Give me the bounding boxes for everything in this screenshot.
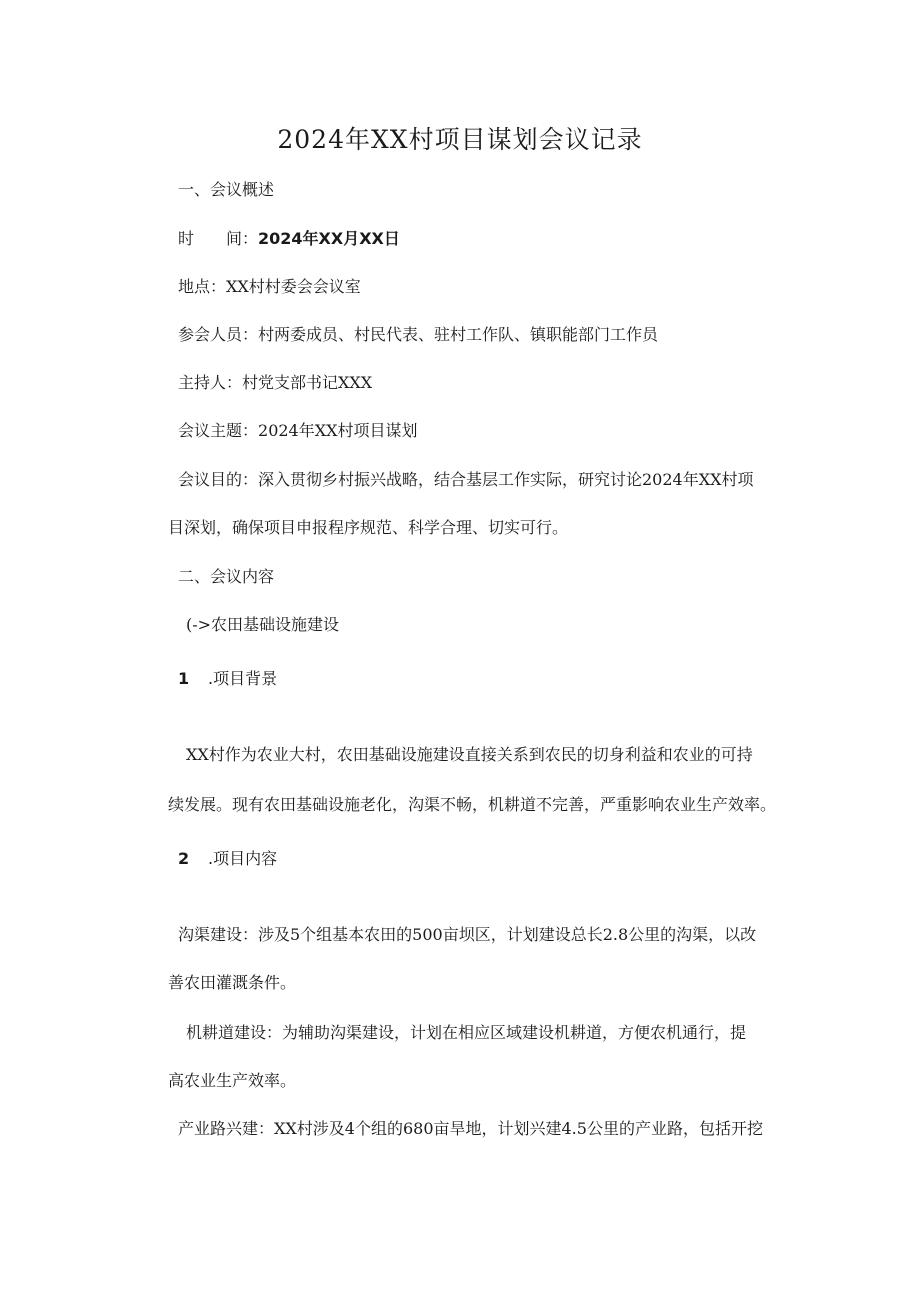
road-line2: 高农业生产效率。: [168, 1071, 297, 1090]
time-label: 时 间：: [178, 229, 259, 248]
section-heading-overview: 一、会议概述: [178, 180, 275, 199]
meeting-time: [178, 226, 400, 249]
item-content-heading: [178, 846, 277, 869]
item-number: 2: [178, 849, 190, 868]
background-line1: XX村作为农业大村，农田基础设施建设直接关系到农民的切身利益和农业的可持: [186, 745, 753, 764]
meeting-theme: [178, 418, 418, 441]
host-label: 主持人：: [178, 373, 243, 392]
host-value: 村党支部书记XXX: [242, 373, 373, 392]
meeting-purpose-line2: 目深划，确保项目申报程序规范、科学合理、切实可行。: [168, 518, 569, 537]
item-background-heading: [178, 666, 277, 689]
attendees-label: 参会人员：: [178, 325, 259, 344]
ditch-line2: 善农田灌溉条件。: [168, 973, 297, 992]
road-line1: 机耕道建设：为辅助沟渠建设，计划在相应区域建设机耕道，方便农机通行，提: [186, 1023, 747, 1042]
item-title: .项目内容: [208, 849, 278, 868]
theme-value: 2024年XX村项目谋划: [258, 421, 418, 440]
place-label: 地点：: [178, 277, 227, 296]
meeting-attendees: [178, 322, 658, 345]
industry-road-line1: 产业路兴建：XX村涉及4个组的680亩旱地，计划兴建4.5公里的产业路，包括开挖: [178, 1119, 763, 1138]
item-number: 1: [178, 669, 190, 688]
theme-label: 会议主题：: [178, 421, 259, 440]
time-value: 2024年XX月XX日: [258, 229, 400, 248]
document-title: 2024年XX村项目谋划会议记录: [277, 125, 643, 154]
item-title: .项目背景: [208, 669, 278, 688]
ditch-line1: 沟渠建设：涉及5个组基本农田的500亩坝区，计划建设总长2.8公里的沟渠，以改: [178, 925, 757, 944]
meeting-purpose-line1: 会议目的：深入贯彻乡村振兴战略，结合基层工作实际，研究讨论2024年XX村项: [178, 470, 754, 489]
background-line2: 续发展。现有农田基础设施老化，沟渠不畅，机耕道不完善，严重影响农业生产效率。: [168, 795, 777, 814]
section-heading-content: 二、会议内容: [178, 567, 275, 586]
attendees-value: 村两委成员、村民代表、驻村工作队、镇职能部门工作员: [258, 325, 659, 344]
meeting-place: [178, 274, 361, 297]
meeting-host: [178, 370, 372, 393]
subsection-farmland: (->农田基础设施建设: [186, 615, 340, 634]
place-value: XX村村委会会议室: [226, 277, 361, 296]
